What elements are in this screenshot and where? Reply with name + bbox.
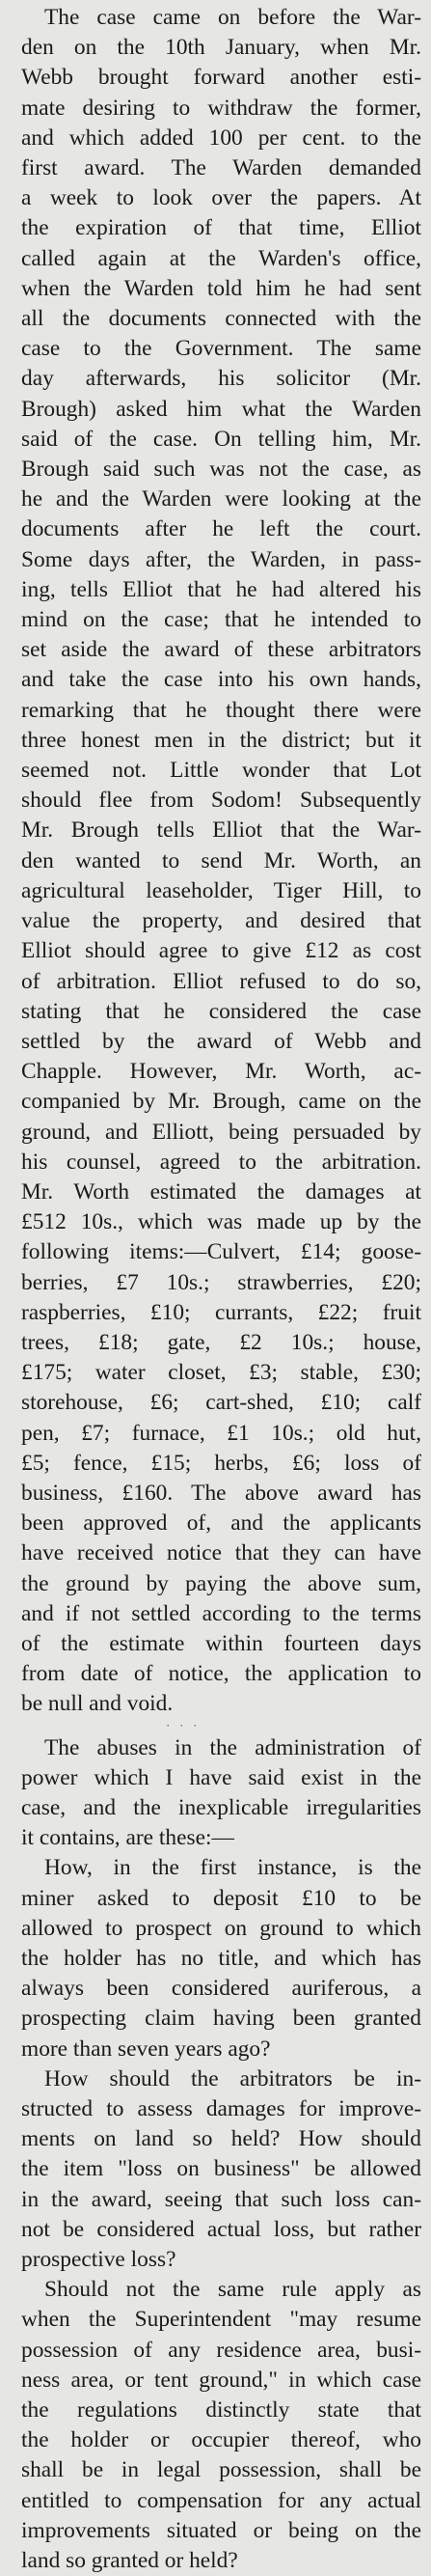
text-line: when the Superintendent "may resume: [21, 2307, 421, 2333]
text-line: £512 10s., which was made up by the: [21, 1209, 421, 1235]
text-line: miner asked to deposit £10 to be: [21, 1885, 421, 1911]
text-line: when the Warden told him he had sent: [21, 275, 421, 301]
text-line: been approved of, and the applicants: [21, 1510, 421, 1537]
text-line: his counsel, agreed to the arbitration.: [21, 1149, 421, 1175]
text-line: of arbitration. Elliot refused to do so,: [21, 968, 421, 994]
text-line: more than seven years ago?: [21, 2036, 271, 2062]
text-line: companied by Mr. Brough, came on the: [21, 1089, 421, 1115]
text-line: documents after he left the court.: [21, 516, 421, 542]
text-line: Brough) asked him what the Warden: [21, 396, 421, 422]
text-line: Some days after, the Warden, in pass-: [21, 546, 421, 572]
text-line: of the estimate within fourteen days: [21, 1630, 421, 1656]
text-line: day afterwards, his solicitor (Mr.: [21, 366, 421, 392]
text-line: it contains, are these:—: [21, 1825, 234, 1851]
text-line: Mr. Worth estimated the damages at: [21, 1178, 421, 1205]
text-line: pen, £7; furnace, £1 10s.; old hut,: [21, 1420, 421, 1446]
text-line: have received notice that they can have: [21, 1540, 421, 1566]
text-line: £5; fence, £15; herbs, £6; loss of: [21, 1450, 421, 1476]
text-line: stating that he considered the case: [21, 998, 421, 1024]
paragraph-superintendent-question: [21, 2275, 421, 2576]
text-line: improvements situated or being on the: [21, 2517, 421, 2543]
text-line: seemed not. Little wonder that Lot: [21, 758, 421, 784]
text-line: Should not the same rule apply as: [44, 2277, 421, 2303]
paragraph-abuses: [21, 1733, 421, 1854]
text-line: value the property, and desired that: [21, 908, 421, 934]
text-line: £175; water closet, £3; stable, £30;: [21, 1360, 421, 1386]
text-line: case, and the inexplicable irregularities: [21, 1794, 421, 1820]
text-line: three honest men in the district; but it: [21, 727, 421, 753]
text-line: the ground by paying the above sum,: [21, 1570, 421, 1596]
text-line: power which I have said exist in the: [21, 1764, 421, 1790]
text-line: entitled to compensation for any actual: [21, 2487, 421, 2513]
text-line: case to the Government. The same: [21, 336, 421, 362]
text-line: he and the Warden were looking at the: [21, 486, 421, 512]
text-line: and if not settled according to the terms: [21, 1600, 421, 1626]
text-line: business, £160. The above award has: [21, 1480, 421, 1506]
text-line: always been considered auriferous, a: [21, 1976, 421, 2002]
text-line: How should the arbitrators be in-: [44, 2065, 421, 2091]
text-line: set aside the award of these arbitrators: [21, 637, 421, 663]
text-line: prospecting claim having been granted: [21, 2006, 421, 2032]
text-line: not be considered actual loss, but rather: [21, 2216, 421, 2242]
text-line: first award. The Warden demanded: [21, 155, 421, 181]
text-line: ness area, or tent ground," in which case: [21, 2367, 421, 2393]
text-line: allowed to prospect on ground to which: [21, 1915, 421, 1941]
text-line: The case came on before the War-: [44, 5, 421, 30]
text-line: all the documents connected with the: [21, 306, 421, 332]
text-line: land so granted or held?: [21, 2548, 238, 2574]
text-line: said of the case. On telling him, Mr.: [21, 426, 421, 452]
text-line: and which added 100 per cent. to the: [21, 125, 421, 151]
text-line: called again at the Warden's office,: [21, 245, 421, 271]
text-line: possession of any residence area, busi-: [21, 2337, 421, 2363]
text-line: Brough said such was not the case, as: [21, 457, 421, 483]
text-line: the item "loss on business" be allowed: [21, 2156, 421, 2182]
text-line: a week to look over the papers. At: [21, 185, 421, 211]
text-line: raspberries, £10; currants, £22; fruit: [21, 1299, 421, 1325]
text-line: Elliot should agree to give £12 as cost: [21, 938, 421, 964]
text-line: in the award, seeing that such loss can-: [21, 2186, 421, 2212]
text-line: Webb brought forward another esti-: [21, 65, 421, 91]
text-line: be null and void.: [21, 1691, 174, 1717]
text-line: the holder has no title, and which has: [21, 1946, 421, 1971]
text-line: and take the case into his own hands,: [21, 667, 421, 693]
paragraph-deposit-question: [21, 1853, 421, 2064]
text-line: shall be in legal possession, shall be: [21, 2457, 421, 2483]
text-line: prospective loss?: [21, 2247, 176, 2273]
text-line: the expiration of that time, Elliot: [21, 215, 421, 241]
text-line: trees, £18; gate, £2 10s.; house,: [21, 1329, 421, 1355]
text-line: mind on the case; that he intended to: [21, 607, 421, 633]
print-speckle: · · ·: [166, 1717, 198, 1732]
text-line: Chapple. However, Mr. Worth, ac-: [21, 1059, 421, 1085]
text-line: should flee from Sodom! Subsequently: [21, 788, 421, 814]
text-line: ing, tells Elliot that he had altered his: [21, 576, 421, 602]
text-line: structed to assess damages for improve-: [21, 2096, 421, 2122]
text-line: from date of notice, the application to: [21, 1661, 421, 1687]
text-line: following items:—Culvert, £14; goose-: [21, 1239, 421, 1265]
paragraph-case-history: [21, 3, 421, 1720]
paragraph-arbitrators-question: [21, 2064, 421, 2275]
text-line: settled by the award of Webb and: [21, 1028, 421, 1054]
text-line: mate desiring to withdraw the former,: [21, 95, 421, 121]
text-line: the regulations distinctly state that: [21, 2397, 421, 2424]
text-line: The abuses in the administration of: [44, 1734, 421, 1760]
text-line: berries, £7 10s.; strawberries, £20;: [21, 1269, 421, 1295]
text-line: How, in the first instance, is the: [44, 1855, 421, 1881]
text-line: remarking that he thought there were: [21, 697, 421, 723]
text-line: storehouse, £6; cart-shed, £10; calf: [21, 1390, 421, 1416]
text-line: den on the 10th January, when Mr.: [21, 35, 421, 61]
text-line: ments on land so held? How should: [21, 2126, 421, 2152]
text-line: den wanted to send Mr. Worth, an: [21, 847, 421, 873]
text-line: the holder or occupier thereof, who: [21, 2427, 421, 2453]
text-line: Mr. Brough tells Elliot that the War-: [21, 817, 421, 844]
text-line: ground, and Elliott, being persuaded by: [21, 1119, 421, 1145]
text-line: agricultural leaseholder, Tiger Hill, to: [21, 877, 421, 903]
